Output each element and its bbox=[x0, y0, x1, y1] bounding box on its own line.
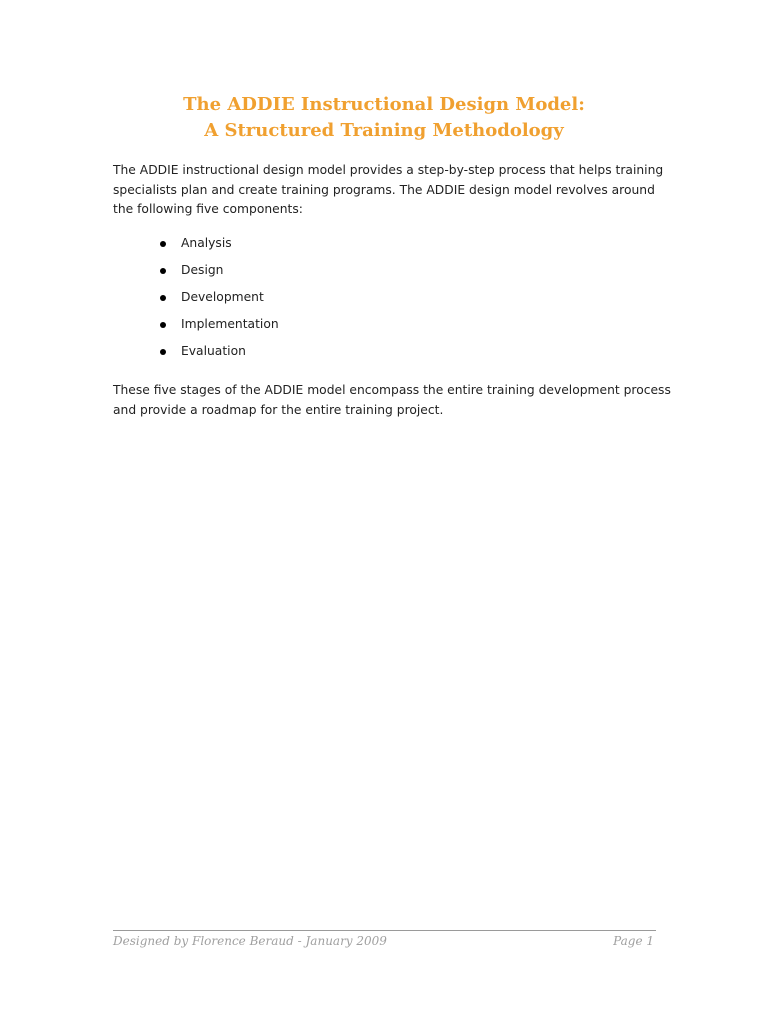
components-list bbox=[160, 234, 279, 369]
list-item-label: Design bbox=[181, 263, 224, 277]
bullet-icon bbox=[160, 322, 166, 328]
bullet-icon bbox=[160, 268, 166, 274]
document-title bbox=[0, 92, 768, 144]
list-item bbox=[160, 315, 279, 342]
title-line-2: A Structured Training Methodology bbox=[204, 120, 564, 141]
bullet-icon bbox=[160, 241, 166, 247]
closing-paragraph: These five stages of the ADDIE model encompass the entire training development process and provide a roadmap for the entire training project. bbox=[113, 383, 671, 417]
list-item bbox=[160, 234, 279, 261]
page-number: Page 1 bbox=[613, 934, 654, 948]
list-item-label: Analysis bbox=[181, 236, 232, 250]
title-line-1: The ADDIE Instructional Design Model: bbox=[183, 94, 585, 115]
list-item bbox=[160, 342, 279, 369]
footer-credit: Designed by Florence Beraud - January 2009 bbox=[113, 934, 387, 948]
list-item-label: Implementation bbox=[181, 317, 279, 331]
bullet-icon bbox=[160, 349, 166, 355]
list-item-label: Evaluation bbox=[181, 344, 246, 358]
list-item bbox=[160, 288, 279, 315]
bullet-icon bbox=[160, 295, 166, 301]
list-item bbox=[160, 261, 279, 288]
footer-divider bbox=[113, 930, 656, 931]
list-item-label: Development bbox=[181, 290, 264, 304]
intro-paragraph: The ADDIE instructional design model provides a step-by-step process that helps training specialists plan and create training programs. The ADDIE design model revolves around the following five components: bbox=[113, 163, 664, 216]
